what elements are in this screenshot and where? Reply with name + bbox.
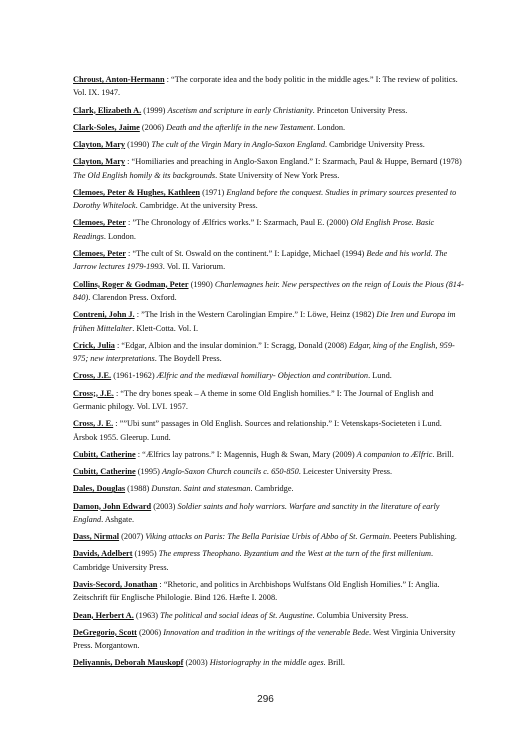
- entry-title: Historiography in the middle ages: [209, 658, 324, 668]
- entry-text: . Vol. II. Variorum.: [162, 262, 226, 272]
- entry-title: A companion to Ælfric: [356, 449, 433, 459]
- entry-author: Dales, Douglas: [73, 484, 126, 494]
- entry-text: . Clarendon Press. Oxford.: [88, 293, 177, 303]
- entry-text: . Lund.: [368, 371, 392, 381]
- bibliography-entry: [73, 609, 466, 622]
- entry-author: Clemoes, Peter: [73, 218, 126, 228]
- bibliography-entry: [73, 308, 466, 335]
- bibliography-entry: [73, 216, 466, 243]
- entry-text: : “The corporate idea and the body politic in the middle ages.” I: The review of politics. Vol. IX. 1947.: [73, 75, 458, 98]
- bibliography-entry: [73, 578, 466, 605]
- bibliography-entry: [73, 104, 466, 117]
- entry-text: : “Ælfrics lay patrons.” I: Magennis, Hugh & Swan, Mary (2009): [135, 449, 357, 459]
- entry-text: (1995): [135, 467, 162, 477]
- entry-text: . Cambridge University Press.: [324, 140, 425, 150]
- bibliography-entry: [73, 656, 466, 669]
- entry-title: The Old English homily & its backgrounds: [73, 170, 216, 180]
- entry-author: Dass, Nirmal: [73, 532, 120, 542]
- entry-text: (1990): [125, 140, 152, 150]
- entry-author: Dean, Herbert A.: [73, 610, 134, 620]
- entry-text: : ”The Irish in the Western Carolingian Empire.” I: Löwe, Heinz (1982): [134, 310, 377, 320]
- entry-text: . Brill.: [432, 449, 454, 459]
- entry-title: The political and social ideas of St. Augustine: [160, 610, 313, 620]
- entry-text: . Princeton University Press.: [312, 105, 408, 115]
- entry-text: . Leicester University Press.: [298, 467, 393, 477]
- entry-title: Die Iren und Europa im frühen Mittelalter: [73, 310, 456, 333]
- bibliography-entry: [73, 186, 466, 213]
- entry-author: Collins, Roger & Godman, Peter: [73, 279, 189, 289]
- entry-text: (2006): [139, 122, 167, 132]
- entry-title: Viking attacks on Paris: The Bella Parisiae Urbis of Abbo of St. Germain: [145, 532, 390, 542]
- entry-text: (1961-1962): [111, 371, 157, 381]
- bibliography-entry: [73, 247, 466, 274]
- entry-text: : “Rhetoric, and politics in Archbishops Wulfstans Old English Homilies.” I: Anglia. Zeitschrift für Englische Philologie. Bind 126. Hæfte I. 2008.: [73, 579, 440, 603]
- entry-text: . Cambridge University Press.: [73, 549, 434, 572]
- entry-title: The cult of the Virgin Mary in Anglo-Saxon England: [151, 140, 325, 150]
- bibliography-entry: [73, 465, 466, 478]
- entry-text: (1988): [125, 484, 152, 494]
- entry-text: (1971): [200, 187, 227, 197]
- entry-text: . London.: [103, 231, 136, 241]
- entry-text: . Cambridge.: [250, 484, 294, 494]
- entry-title: Old English Prose. Basic Readings: [73, 218, 435, 241]
- entry-title: Edgar, king of the English, 959-975; new interpretations: [73, 340, 455, 364]
- bibliography-entry: [73, 155, 466, 182]
- entry-text: : “Edgar, Albion and the insular dominion.” I: Scragg, Donald (2008): [114, 340, 349, 350]
- entry-author: Clayton, Mary: [73, 140, 126, 150]
- bibliography-entry: [73, 369, 466, 382]
- entry-author: Cross, J.E.: [73, 371, 112, 381]
- entry-text: (1963): [133, 610, 161, 620]
- entry-text: . West Virginia University Press. Morgantown.: [73, 627, 456, 651]
- bibliography-list: [73, 73, 466, 674]
- entry-author: Clayton, Mary: [73, 157, 126, 167]
- entry-text: . Columbia University Press.: [312, 610, 409, 620]
- bibliography-entry: [73, 547, 466, 574]
- entry-author: Deliyannis, Deborah Mauskopf: [73, 658, 184, 668]
- entry-author: Cross;, J.E.: [73, 388, 114, 398]
- entry-text: . Cambridge. At the university Press.: [135, 201, 258, 211]
- entry-author: Clemoes, Peter & Hughes, Kathleen: [73, 187, 201, 197]
- bibliography-entry: [73, 339, 466, 366]
- entry-text: : “The dry bones speak – A theme in some Old English homilies.” I: The Journal of English and Germanic philogy. Vol. LVI. 1957.: [73, 388, 434, 412]
- entry-text: (2006): [136, 627, 164, 637]
- entry-author: DeGregorio, Scott: [73, 627, 137, 637]
- bibliography-entry: [73, 278, 466, 305]
- entry-text: : ””Ubi sunt” passages in Old English. Sources and relationship.” I: Vetenskaps-Societeten i Lund. Årsbok 1955. Gleerup. Lund.: [73, 419, 442, 442]
- bibliography-entry: [73, 121, 466, 134]
- entry-author: Cubitt, Catherine: [73, 467, 136, 477]
- entry-author: Cubitt, Catherine: [73, 449, 136, 459]
- entry-title: Bede and his world. The Jarrow lectures 1979-1993: [73, 249, 448, 272]
- page-number: 296: [257, 694, 274, 705]
- entry-author: Chroust, Anton-Hermann: [73, 75, 165, 84]
- entry-author: Clemoes, Peter: [73, 249, 126, 259]
- entry-text: . London.: [313, 122, 346, 132]
- entry-text: (1990): [188, 279, 215, 289]
- bibliography-entry: [73, 138, 466, 151]
- entry-text: . Klett-Cotta. Vol. I.: [132, 323, 199, 333]
- entry-text: (2003): [183, 658, 210, 668]
- entry-text: . State University of New York Press.: [215, 170, 340, 180]
- entry-text: . Brill.: [323, 658, 345, 668]
- entry-author: Contreni, John J.: [73, 310, 135, 320]
- entry-author: Crick, Julia: [73, 340, 115, 350]
- entry-text: (2003): [151, 501, 178, 511]
- bibliography-entry: [73, 73, 466, 100]
- entry-author: Clark-Soles, Jaime: [73, 122, 140, 132]
- entry-text: : ”The Chronology of Ælfrics works.” I: Szarmach, Paul E. (2000): [125, 218, 351, 228]
- entry-text: (1999): [141, 105, 168, 115]
- entry-author: Clark, Elizabeth A.: [73, 105, 142, 115]
- bibliography-entry: [73, 387, 466, 414]
- entry-title: Ælfric and the mediæval homiliary- Objection and contribution: [156, 371, 369, 381]
- entry-text: (2007): [119, 532, 146, 542]
- entry-title: Innovation and tradition in the writings of the venerable Bede: [163, 627, 369, 637]
- entry-title: England before the conquest. Studies in primary sources presented to Dorothy Whitelock: [73, 187, 457, 211]
- bibliography-entry: [73, 626, 466, 653]
- entry-text: (1995): [132, 549, 159, 559]
- entry-author: Cross, J. E.: [73, 419, 114, 429]
- entry-author: Davis-Secord, Jonathan: [73, 579, 158, 589]
- bibliography-entry: [73, 500, 466, 527]
- entry-title: Charlemagnes heir. New perspectives on the reign of Louis the Pious (814-840): [73, 279, 464, 303]
- entry-title: The empress Theophano. Byzantium and the West at the turn of the first millenium: [158, 549, 431, 559]
- entry-title: Ascetism and scripture in early Christianity: [167, 105, 313, 115]
- entry-title: Anglo-Saxon Church councils c. 650-850: [161, 467, 299, 477]
- entry-title: Death and the afterlife in the new Testament: [166, 122, 314, 132]
- entry-text: : “The cult of St. Oswald on the continent.” I: Lapidge, Michael (1994): [125, 249, 367, 259]
- bibliography-entry: [73, 530, 466, 543]
- bibliography-entry: [73, 448, 466, 461]
- entry-text: . Peeters Publishing.: [389, 532, 457, 542]
- entry-title: Soldier saints and holy warriors. Warfare and sanctity in the literature of early England: [73, 501, 440, 524]
- entry-title: Dunstan. Saint and statesman: [151, 484, 251, 494]
- entry-text: . The Boydell Press.: [154, 354, 222, 364]
- bibliography-entry: [73, 482, 466, 495]
- entry-text: . Ashgate.: [101, 514, 135, 524]
- entry-text: : “Homiliaries and preaching in Anglo-Saxon England.” I: Szarmach, Paul & Huppe, Bernard (1978): [125, 157, 462, 167]
- entry-author: Damon, John Edward: [73, 501, 152, 511]
- entry-author: Davids, Adelbert: [73, 549, 133, 559]
- bibliography-entry: [73, 417, 466, 444]
